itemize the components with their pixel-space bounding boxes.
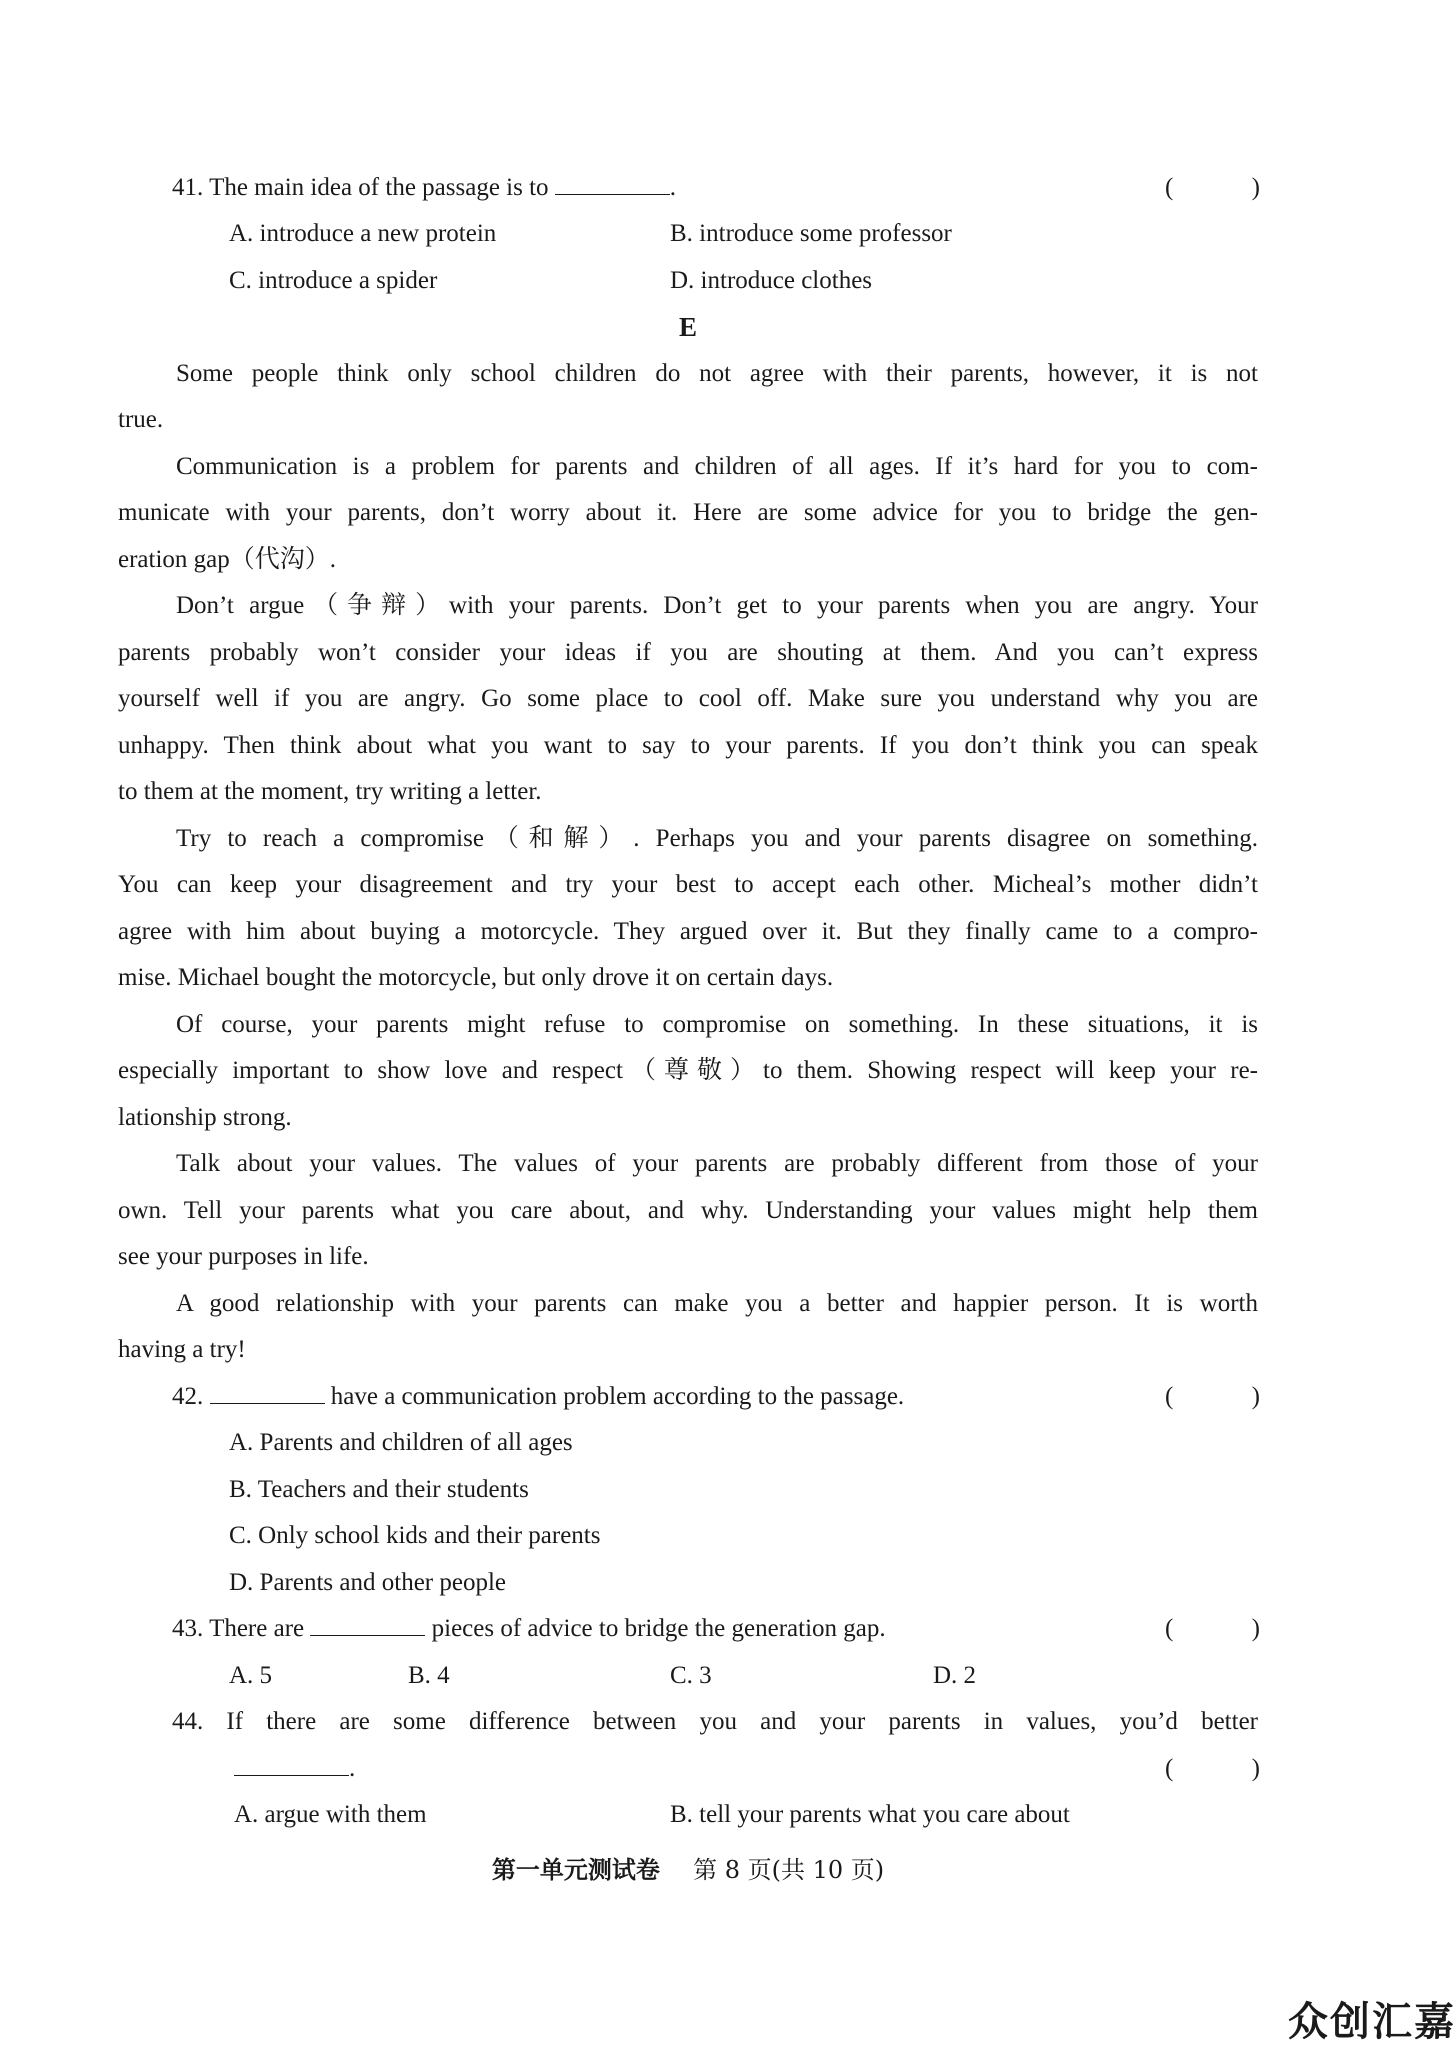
q44-stem-line — [172, 1706, 1258, 1738]
q44-blank-line — [234, 1753, 355, 1785]
watermark-logo: 众创汇嘉 — [1288, 1999, 1456, 2045]
passage-line: own. Tell your parents what you care about, and why. Understanding your values might help them — [118, 1197, 1258, 1224]
passage-line: eration gap（代沟）. — [118, 546, 337, 573]
q42-answer-paren — [1165, 1381, 1260, 1413]
page-footer — [0, 1854, 1376, 1886]
passage-line: to them at the moment, try writing a letter. — [118, 778, 542, 805]
q43-option-b: B. 4 — [408, 1662, 450, 1689]
q41-stem-line — [172, 172, 676, 204]
passage-line: parents probably won’t consider your ideas if you are shouting at them. And you can’t express — [118, 639, 1258, 666]
q41-option-b: B. introduce some professor — [670, 220, 952, 247]
passage-line: especially important to show love and respect（尊敬）to them. Showing respect will keep your re- — [118, 1057, 1258, 1084]
passage-line: Communication is a problem for parents and children of all ages. If it’s hard for you to com- — [176, 453, 1258, 480]
q41-paren-close: ) — [1251, 174, 1260, 201]
section-title: E — [678, 312, 697, 342]
passage-line: Try to reach a compromise（和解）. Perhaps you and your parents disagree on something. — [176, 825, 1258, 852]
q42-option-a: A. Parents and children of all ages — [229, 1429, 573, 1456]
q44-stem: If there are some difference between you and your parents in values, you’d better — [226, 1708, 1258, 1735]
q42-stem: have a communication problem according to the passage. — [330, 1383, 905, 1410]
q42-option-d: D. Parents and other people — [229, 1569, 507, 1596]
passage-line: You can keep your disagreement and try your best to accept each other. Micheal’s mother didn’t — [118, 871, 1258, 898]
q41-number: 41. — [172, 174, 204, 201]
q41-stem: The main idea of the passage is to — [209, 174, 549, 201]
q44-stem-end: . — [349, 1755, 356, 1782]
q43-stem-line — [172, 1613, 886, 1645]
footer-title: 第一单元测试卷 — [491, 1855, 660, 1884]
q44-option-a: A. argue with them — [234, 1801, 427, 1828]
q44-option-b: B. tell your parents what you care about — [670, 1801, 1070, 1828]
passage-line: true. — [118, 406, 164, 433]
q44-answer-blank — [234, 1753, 349, 1776]
q41-option-a: A. introduce a new protein — [229, 220, 497, 247]
q44-answer-paren — [1165, 1753, 1260, 1785]
q43-stem-start: There are — [209, 1615, 305, 1642]
q41-answer-paren — [1165, 172, 1260, 204]
q43-number: 43. — [172, 1615, 204, 1642]
q43-stem-end: pieces of advice to bridge the generation gap. — [431, 1615, 886, 1642]
q41-stem-end: . — [669, 174, 677, 201]
q41-paren-open: ( — [1165, 174, 1174, 201]
q44-paren-close: ) — [1251, 1755, 1260, 1782]
passage-line: A good relationship with your parents can make you a better and happier person. It is worth — [176, 1290, 1258, 1317]
q43-paren-open: ( — [1165, 1615, 1174, 1642]
q41-option-d: D. introduce clothes — [670, 267, 873, 294]
q42-paren-open: ( — [1165, 1383, 1174, 1410]
passage-line: having a try! — [118, 1336, 246, 1363]
q44-number: 44. — [172, 1708, 204, 1735]
q42-option-c: C. Only school kids and their parents — [229, 1522, 601, 1549]
q43-answer-paren — [1165, 1613, 1260, 1645]
passage-line: yourself well if you are angry. Go some place to cool off. Make sure you understand why you are — [118, 685, 1258, 712]
q43-option-c: C. 3 — [670, 1662, 712, 1689]
passage-line: municate with your parents, don’t worry about it. Here are some advice for you to bridge the gen- — [118, 499, 1258, 526]
q41-option-c: C. introduce a spider — [229, 267, 438, 294]
passage-line: agree with him about buying a motorcycle. They argued over it. But they finally came to a compro- — [118, 918, 1258, 945]
q42-option-b: B. Teachers and their students — [229, 1476, 529, 1503]
q43-paren-close: ) — [1251, 1615, 1260, 1642]
q44-paren-open: ( — [1165, 1755, 1174, 1782]
q43-answer-blank — [310, 1613, 425, 1636]
footer-page-number: 第 8 页(共 10 页) — [693, 1856, 885, 1884]
passage-line: mise. Michael bought the motorcycle, but only drove it on certain days. — [118, 964, 834, 991]
q43-option-d: D. 2 — [933, 1662, 977, 1689]
q42-number: 42. — [172, 1383, 204, 1410]
q43-option-a: A. 5 — [229, 1662, 273, 1689]
passage-line: lationship strong. — [118, 1104, 292, 1131]
q42-paren-close: ) — [1251, 1383, 1260, 1410]
q42-stem-line — [172, 1381, 904, 1413]
passage-line: Of course, your parents might refuse to compromise on something. In these situations, it is — [176, 1011, 1258, 1038]
passage-line: unhappy. Then think about what you want to say to your parents. If you don’t think you can speak — [118, 732, 1258, 759]
passage-line: Don’t argue（争辩）with your parents. Don’t get to your parents when you are angry. Your — [176, 592, 1258, 619]
passage-line: see your purposes in life. — [118, 1243, 369, 1270]
q41-answer-blank — [555, 172, 670, 195]
q42-answer-blank — [210, 1381, 325, 1404]
passage-line: Talk about your values. The values of your parents are probably different from those of your — [176, 1150, 1258, 1177]
passage-line: Some people think only school children do not agree with their parents, however, it is not — [176, 360, 1258, 387]
